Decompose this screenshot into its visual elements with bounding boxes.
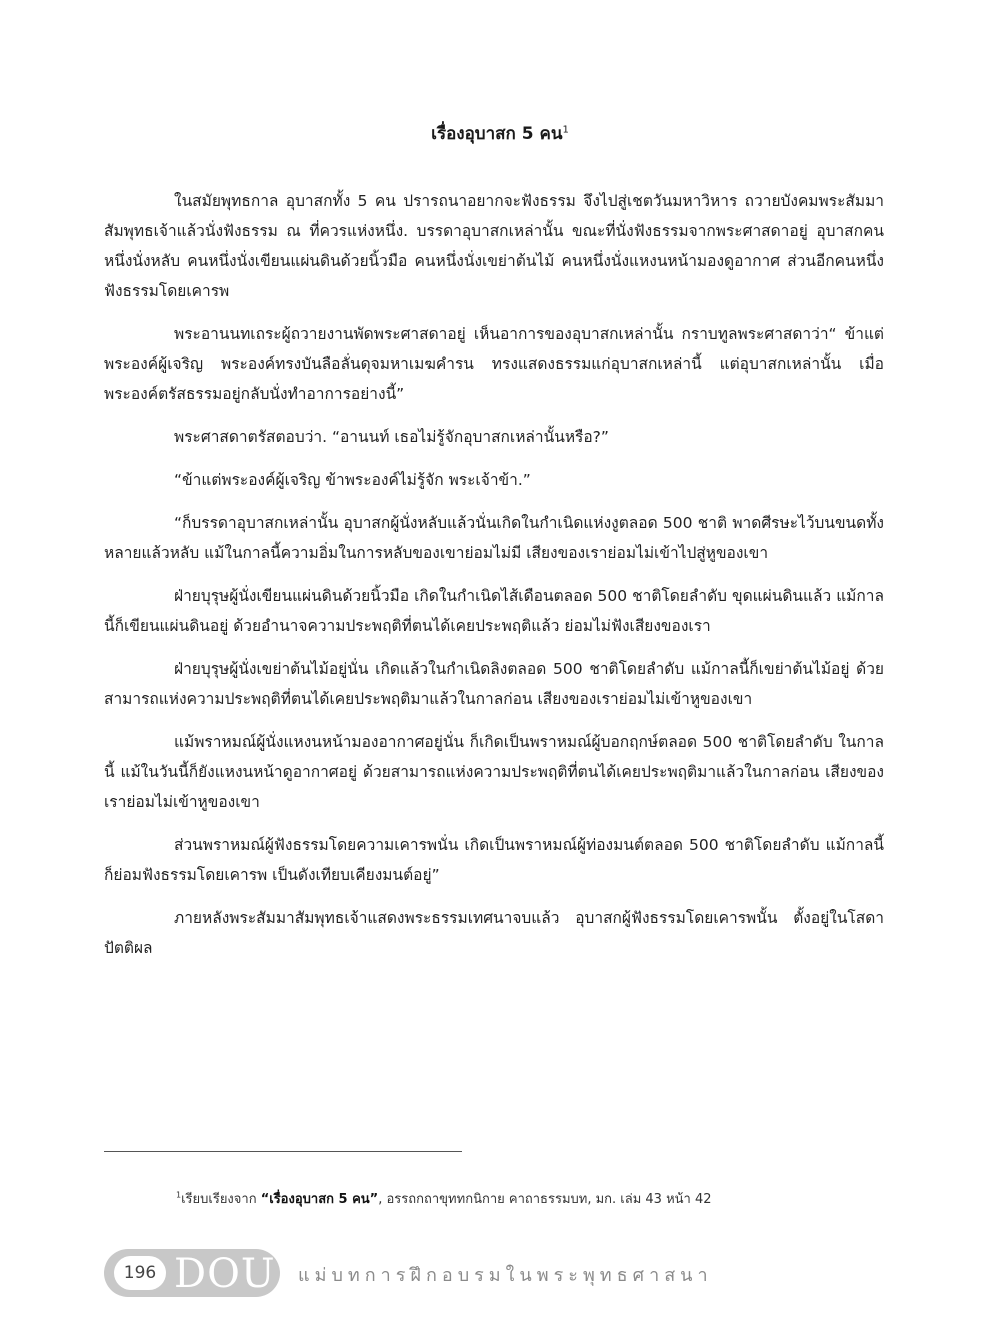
footnote <box>176 1188 896 1209</box>
paragraph: “ก็บรรดาอุบาสกเหล่านั้น อุบาสกผู้นั่งหลับแล้วนั่นเกิดในกำเนิดแห่งงูตลอด 500 ชาติ พาดศีรษะไว้บนขนดทั้งหลายแล้วหลับ แม้ในกาลนี้ความอิ่มในการหลับของเขาย่อมไม่มี เสียงของเราย่อมไม่เข้าไปสู่หูของเขา <box>104 514 884 562</box>
paragraph: ฝ่ายบุรุษผู้นั่งเขย่าต้นไม้อยู่นั่น เกิดแล้วในกำเนิดลิงตลอด 500 ชาติโดยลำดับ แม้กาลนี้ก็เขย่าต้นไม้อยู่ ด้วยสามารถแห่งความประพฤติที่ตนได้เคยประพฤติมาแล้วในกาลก่อน เสียงของเราย่อมไม่เข้าหูของเขา <box>104 660 884 708</box>
page-number: 196 <box>114 1256 166 1290</box>
paragraph: แม้พราหมณ์ผู้นั่งแหงนหน้ามองอากาศอยู่นั่น ก็เกิดเป็นพราหมณ์ผู้บอกฤกษ์ตลอด 500 ชาติโดยลำดับ ในกาลนี้ แม้ในวันนี้ก็ยังแหงนหน้าดูอากาศอยู่ ด้วยสามารถแห่งความประพฤติที่ตนได้เคยประพฤติมาแล้วในกาลก่อน เสียงของเราย่อมไม่เข้าหูของเขา <box>104 733 884 811</box>
paragraph: ส่วนพราหมณ์ผู้ฟังธรรมโดยความเคารพนั่น เกิดเป็นพราหมณ์ผู้ท่องมนต์ตลอด 500 ชาติโดยลำดับ แม้กาลนี้ ก็ย่อมฟังธรรมโดยเคารพ เป็นดังเทียบเคียงมนต์อยู่” <box>104 836 884 884</box>
footnote-divider <box>104 1151 462 1152</box>
book-title: แม่บทการฝึกอบรมในพระพุทธศาสนา <box>298 1265 713 1286</box>
body-text <box>104 186 884 976</box>
paragraph: พระศาสดาตรัสตอบว่า. “อานนท์ เธอไม่รู้จักอุบาสกเหล่านั้นหรือ?” <box>174 428 609 446</box>
paragraph: ฝ่ายบุรุษผู้นั่งเขียนแผ่นดินด้วยนิ้วมือ เกิดในกำเนิดไส้เดือนตลอด 500 ชาติโดยลำดับ ขุดแผ่นดินแล้ว แม้กาลนี้ก็เขียนแผ่นดินอยู่ ด้วยอำนาจความประพฤติที่ตนได้เคยประพฤติแล้ว ย่อมไม่ฟังเสียงของเรา <box>104 587 884 635</box>
footnote-suffix: , อรรถกถาขุททกนิกาย คาถาธรรมบท, มก. เล่ม 43 หน้า 42 <box>378 1192 712 1207</box>
page-title <box>0 120 1000 147</box>
paragraph: “ข้าแต่พระองค์ผู้เจริญ ข้าพระองค์ไม่รู้จัก พระเจ้าข้า.” <box>174 471 531 489</box>
paragraph: พระอานนทเถระผู้ถวายงานพัดพระศาสดาอยู่ เห็นอาการของอุบาสกเหล่านั้น กราบทูลพระศาสดาว่า“ ข้าแต่พระองค์ผู้เจริญ พระองค์ทรงบันลือลั่นดุจมหาเมฆคำรน ทรงแสดงธรรมแก่อุบาสกเหล่านี้ แต่อุบาสกเหล่านั้น เมื่อพระองค์ตรัสธรรมอยู่กลับนั่งทำอาการอย่างนี้” <box>104 325 884 403</box>
title-text: เรื่องอุบาสก 5 คน <box>431 124 563 144</box>
footnote-title: “เรื่องอุบาสก 5 คน” <box>260 1192 379 1207</box>
footnote-mark: 1 <box>176 1190 182 1200</box>
footnote-prefix: เรียบเรียงจาก <box>181 1192 261 1207</box>
paragraph: ในสมัยพุทธกาล อุบาสกทั้ง 5 คน ปรารถนาอยากจะฟังธรรม จึงไปสู่เชตวันมหาวิหาร ถวายบังคมพระสัมมาสัมพุทธเจ้าแล้วนั่งฟังธรรม ณ ที่ควรแห่งหนึ่ง. บรรดาอุบาสกเหล่านั้น ขณะที่นั่งฟังธรรมจากพระศาสดาอยู่ อุบาสกคนหนึ่งนั่งหลับ คนหนึ่งนั่งเขียนแผ่นดินด้วยนิ้วมือ คนหนึ่งนั่งเขย่าต้นไม้ คนหนึ่งนั่งแหงนหน้ามองดูอากาศ ส่วนอีกคนหนึ่งฟังธรรมโดยเคารพ <box>104 192 884 300</box>
footer-badge <box>104 1249 280 1297</box>
title-footnote-mark: 1 <box>562 124 569 136</box>
dou-logo: DOU <box>174 1251 276 1297</box>
paragraph: ภายหลังพระสัมมาสัมพุทธเจ้าแสดงพระธรรมเทศนาจบแล้ว อุบาสกผู้ฟังธรรมโดยเคารพนั้น ตั้งอยู่ในโสดาปัตติผล <box>104 909 884 957</box>
